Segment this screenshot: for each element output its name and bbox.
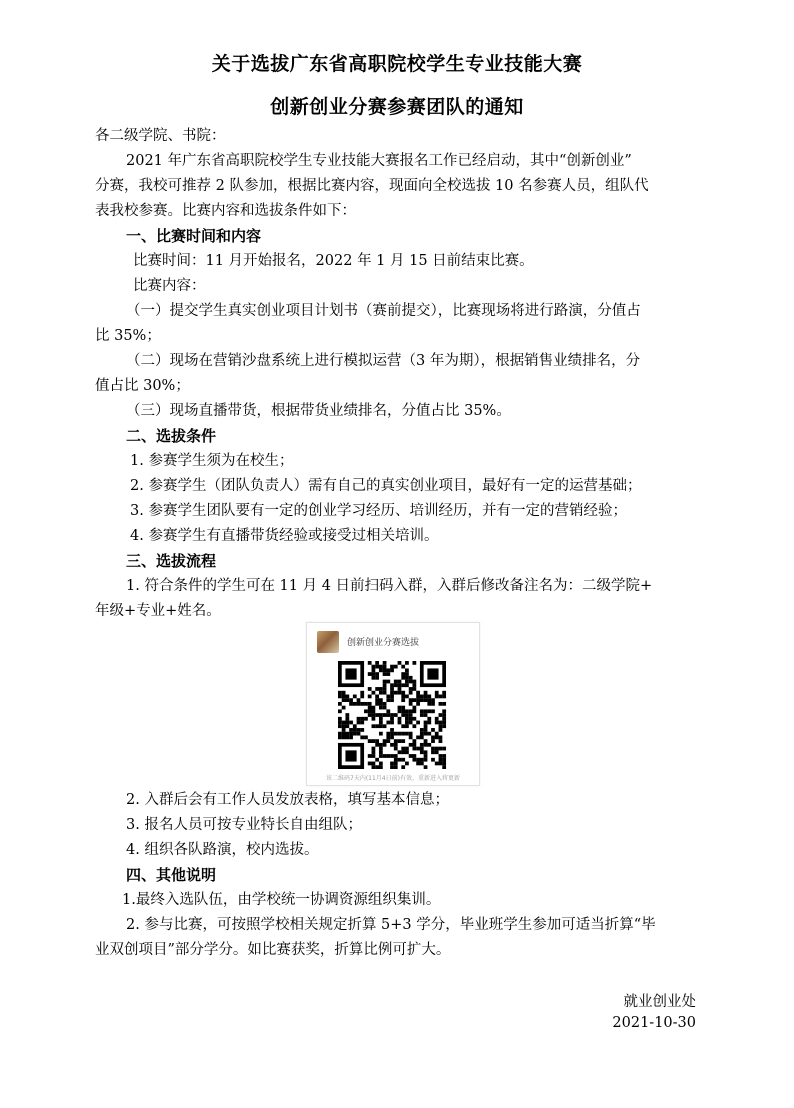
salutation: 各二级学院、书院：	[95, 128, 226, 144]
qr-code-card	[306, 622, 480, 786]
section2-item3: 3. 参赛学生团队要有一定的创业学习经历、培训经历，并有一定的营销经验；	[130, 503, 627, 519]
section4-heading: 四、其他说明	[126, 866, 217, 884]
qr-validity-note: 该二维码7天内(11月4日前)有效，重新进入将更新	[326, 775, 460, 782]
section3-heading: 三、选拔流程	[126, 552, 217, 570]
signature-date: 2021-10-30	[612, 1015, 696, 1031]
qr-code-image[interactable]	[321, 661, 463, 769]
section3-item1-line1: 1. 符合条件的学生可在 11 月 4 日前扫码入群，入群后修改备注名为：二级学院+	[126, 578, 653, 594]
section3-item2: 2. 入群后会有工作人员发放表格，填写基本信息；	[126, 792, 449, 808]
intro-line-2: 分赛，我校可推荐 2 队参加，根据比赛内容，现面向全校选拔 10 名参赛人员，组队代	[95, 178, 649, 194]
notice-title-line1: 关于选拔广东省高职院校学生专业技能大赛	[211, 53, 583, 75]
section3-item4: 4. 组织各队路演，校内选拔。	[126, 842, 319, 858]
intro-line-1: 2021 年广东省高职院校学生专业技能大赛报名工作已经启动，其中“创新创业”	[126, 153, 632, 169]
section1-item1-line1: （一）提交学生真实创业项目计划书（赛前提交），比赛现场将进行路演，分值占	[126, 303, 641, 319]
section3-item3: 3. 报名人员可按专业特长自由组队；	[126, 817, 362, 833]
section1-content-label: 比赛内容：	[133, 278, 206, 294]
section2-heading: 二、选拔条件	[126, 427, 217, 445]
section3-item1-line2: 年级+专业+姓名。	[95, 603, 221, 619]
section1-time: 比赛时间：11 月开始报名，2022 年 1 月 15 日前结束比赛。	[133, 253, 534, 269]
section1-heading: 一、比赛时间和内容	[126, 227, 262, 245]
signature-department: 就业创业处	[623, 994, 696, 1010]
section2-item1: 1. 参赛学生须为在校生；	[130, 453, 294, 469]
section1-item1-line2: 比 35%；	[95, 328, 161, 344]
section1-item3: （三）现场直播带货，根据带货业绩排名，分值占比 35%。	[126, 403, 511, 419]
section4-item2-line2: 业双创项目”部分学分。如比赛获奖，折算比例可扩大。	[95, 942, 451, 958]
section4-item1: 1.最终入选队伍，由学校统一协调资源组织集训。	[122, 892, 441, 908]
section2-item2: 2. 参赛学生（团队负责人）需有自己的真实创业项目，最好有一定的运营基础；	[130, 478, 642, 494]
intro-line-3: 表我校参赛。比赛内容和选拔条件如下：	[95, 203, 356, 219]
section1-item2-line1: （二）现场在营销沙盘系统上进行模拟运营（3 年为期），根据销售业绩排名，分	[126, 353, 641, 369]
notice-title-line2: 创新创业分赛参赛团队的通知	[270, 96, 524, 118]
section1-item2-line2: 值占比 30%；	[95, 378, 190, 394]
section4-item2-line1: 2. 参与比赛，可按照学校相关规定折算 5+3 学分，毕业班学生参加可适当折算“毕	[126, 917, 656, 933]
group-avatar	[317, 631, 339, 653]
section2-item4: 4. 参赛学生有直播带货经验或接受过相关培训。	[130, 528, 439, 544]
qr-group-name: 创新创业分赛选拔	[347, 638, 420, 648]
